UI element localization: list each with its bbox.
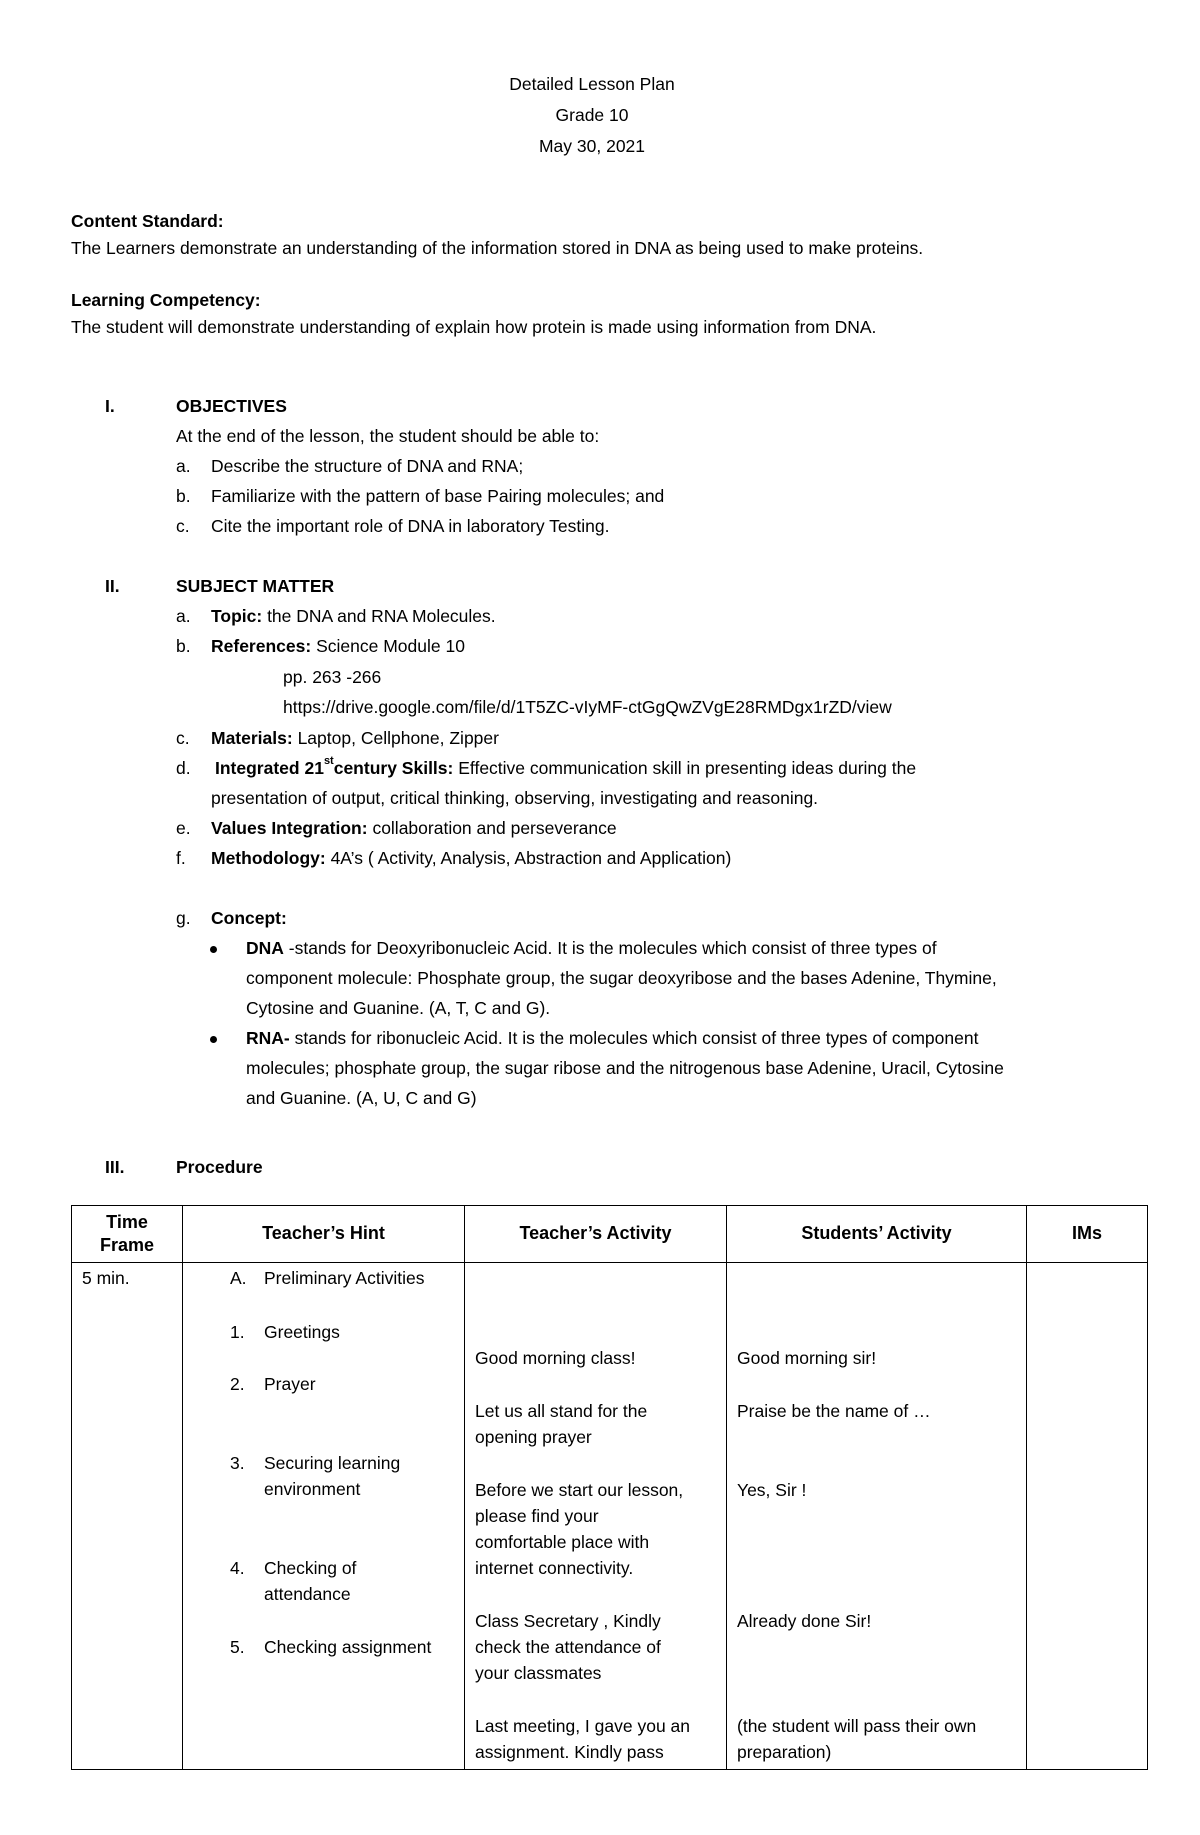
section-letter: A. — [230, 1268, 247, 1288]
references-letter: b. — [176, 636, 191, 656]
student-activity: Good morning sir! — [737, 1348, 877, 1368]
bullet-icon — [210, 946, 217, 953]
references-label: References: — [211, 636, 312, 656]
content-standard-text: The Learners demonstrate an understanding of the information stored in DNA as being used to make proteins. — [71, 238, 924, 258]
values-line — [211, 818, 617, 839]
teacher-activity: Before we start our lesson, — [475, 1480, 684, 1500]
concept-rna-line3: and Guanine. (A, U, C and G) — [246, 1088, 477, 1108]
topic-text: the DNA and RNA Molecules. — [262, 606, 496, 626]
objective-item-letter: a. — [176, 456, 191, 476]
topic-line — [211, 606, 496, 627]
teacher-activity: Class Secretary , Kindly — [475, 1611, 661, 1631]
methodology-line — [211, 848, 731, 869]
teacher-activity-continued: comfortable place with — [475, 1532, 650, 1552]
hint-number: 4. — [230, 1558, 245, 1578]
materials-text: Laptop, Cellphone, Zipper — [297, 728, 499, 748]
skills-letter: d. — [176, 758, 191, 778]
students-activity-cell — [727, 1263, 1027, 1770]
learning-competency-label: Learning Competency: — [71, 290, 261, 310]
hint-number: 3. — [230, 1453, 245, 1473]
materials-label: Materials: — [211, 728, 293, 748]
column-header-students-activity: Students’ Activity — [727, 1206, 1027, 1263]
objective-item: Familiarize with the pattern of base Pairing molecules; and — [211, 486, 665, 506]
time-frame-cell — [72, 1263, 183, 1770]
skills-text-continued: presentation of output, critical thinking, observing, investigating and reasoning. — [211, 788, 819, 808]
teachers-hint-cell — [183, 1263, 465, 1770]
methodology-text: 4A’s ( Activity, Analysis, Abstraction and Application) — [330, 848, 732, 868]
column-header-teachers-hint: Teacher’s Hint — [183, 1206, 465, 1263]
column-header-ims: IMs — [1027, 1206, 1148, 1263]
objectives-heading: OBJECTIVES — [176, 396, 287, 416]
concept-label: Concept: — [211, 908, 287, 928]
student-activity-continued: preparation) — [737, 1742, 832, 1762]
document-grade: Grade 10 — [555, 105, 629, 125]
table-header-row — [72, 1206, 1148, 1263]
teacher-activity-continued: your classmates — [475, 1663, 602, 1683]
values-text: collaboration and perseverance — [372, 818, 617, 838]
hint-item: Securing learning — [264, 1453, 401, 1473]
teacher-activity-continued: assignment. Kindly pass — [475, 1742, 664, 1762]
teachers-activity-cell — [465, 1263, 727, 1770]
hint-item: Prayer — [264, 1374, 316, 1394]
document-title: Detailed Lesson Plan — [509, 74, 675, 94]
section-title: Preliminary Activities — [264, 1268, 425, 1288]
references-url: https://drive.google.com/file/d/1T5ZC-vIyMF-ctGgQwZVgE28RMDgx1rZD/view — [283, 697, 892, 717]
dna-term: DNA — [246, 938, 284, 958]
column-header-teachers-activity: Teacher’s Activity — [465, 1206, 727, 1263]
topic-label: Topic: — [211, 606, 263, 626]
topic-letter: a. — [176, 606, 191, 626]
materials-letter: c. — [176, 728, 190, 748]
column-header-time-frame: Time Frame — [72, 1206, 183, 1263]
teacher-activity: Good morning class! — [475, 1348, 636, 1368]
table-row — [72, 1263, 1148, 1770]
procedure-heading: Procedure — [176, 1157, 263, 1177]
concept-rna: RNA- stands for ribonucleic Acid. It is the molecules which consist of three types of component — [246, 1028, 979, 1048]
procedure-table — [71, 1205, 1148, 1770]
values-letter: e. — [176, 818, 191, 838]
objectives-intro: At the end of the lesson, the student should be able to: — [176, 426, 600, 446]
rna-term: RNA- — [246, 1028, 290, 1048]
hint-number: 1. — [230, 1322, 245, 1342]
references-line — [211, 636, 465, 657]
teacher-activity: Last meeting, I gave you an — [475, 1716, 690, 1736]
hint-item: Checking of — [264, 1558, 357, 1578]
student-activity: Already done Sir! — [737, 1611, 872, 1631]
concept-dna: DNA -stands for Deoxyribonucleic Acid. It is the molecules which consist of three types of — [246, 938, 937, 958]
skills-text: Effective communication skill in presenting ideas during the — [458, 758, 917, 778]
teacher-activity-continued: opening prayer — [475, 1427, 592, 1447]
teacher-activity-continued: please find your — [475, 1506, 599, 1526]
methodology-letter: f. — [176, 848, 186, 868]
teacher-activity: Let us all stand for the — [475, 1401, 648, 1421]
content-standard-label: Content Standard: — [71, 211, 224, 231]
learning-competency-text: The student will demonstrate understanding of explain how protein is made using information from DNA. — [71, 317, 877, 337]
procedure-numeral: III. — [105, 1157, 125, 1177]
time-frame-value: 5 min. — [82, 1268, 130, 1288]
hint-number: 5. — [230, 1637, 245, 1657]
concept-letter: g. — [176, 908, 191, 928]
materials-line — [211, 728, 499, 749]
teacher-activity-continued: internet connectivity. — [475, 1558, 634, 1578]
skills-label: Integrated 21stcentury Skills: — [215, 755, 454, 778]
hint-item-continued: environment — [264, 1479, 361, 1499]
hint-item: Checking assignment — [264, 1637, 432, 1657]
teacher-activity-continued: check the attendance of — [475, 1637, 661, 1657]
hint-item: Greetings — [264, 1322, 340, 1342]
hint-number: 2. — [230, 1374, 245, 1394]
objectives-numeral: I. — [105, 396, 115, 416]
hint-item-continued: attendance — [264, 1584, 351, 1604]
concept-rna-line2: molecules; phosphate group, the sugar ribose and the nitrogenous base Adenine, Uracil, Cytosine — [246, 1058, 1004, 1078]
values-label: Values Integration: — [211, 818, 368, 838]
skills-line — [215, 755, 917, 779]
concept-dna-line2: component molecule: Phosphate group, the sugar deoxyribose and the bases Adenine, Thymine, — [246, 968, 997, 988]
references-text: Science Module 10 — [316, 636, 465, 656]
student-activity: Praise be the name of … — [737, 1401, 931, 1421]
objective-item: Cite the important role of DNA in laboratory Testing. — [211, 516, 610, 536]
ims-cell — [1027, 1263, 1148, 1770]
objective-item-letter: b. — [176, 486, 191, 506]
student-activity: Yes, Sir ! — [737, 1480, 807, 1500]
objective-item-letter: c. — [176, 516, 190, 536]
concept-dna-line3: Cytosine and Guanine. (A, T, C and G). — [246, 998, 551, 1018]
document-date: May 30, 2021 — [538, 136, 646, 156]
subject-matter-numeral: II. — [105, 576, 120, 596]
methodology-label: Methodology: — [211, 848, 326, 868]
bullet-icon — [210, 1036, 217, 1043]
student-activity: (the student will pass their own — [737, 1716, 977, 1736]
references-pages: pp. 263 -266 — [283, 667, 382, 687]
objective-item: Describe the structure of DNA and RNA; — [211, 456, 524, 476]
subject-matter-heading: SUBJECT MATTER — [176, 576, 335, 596]
